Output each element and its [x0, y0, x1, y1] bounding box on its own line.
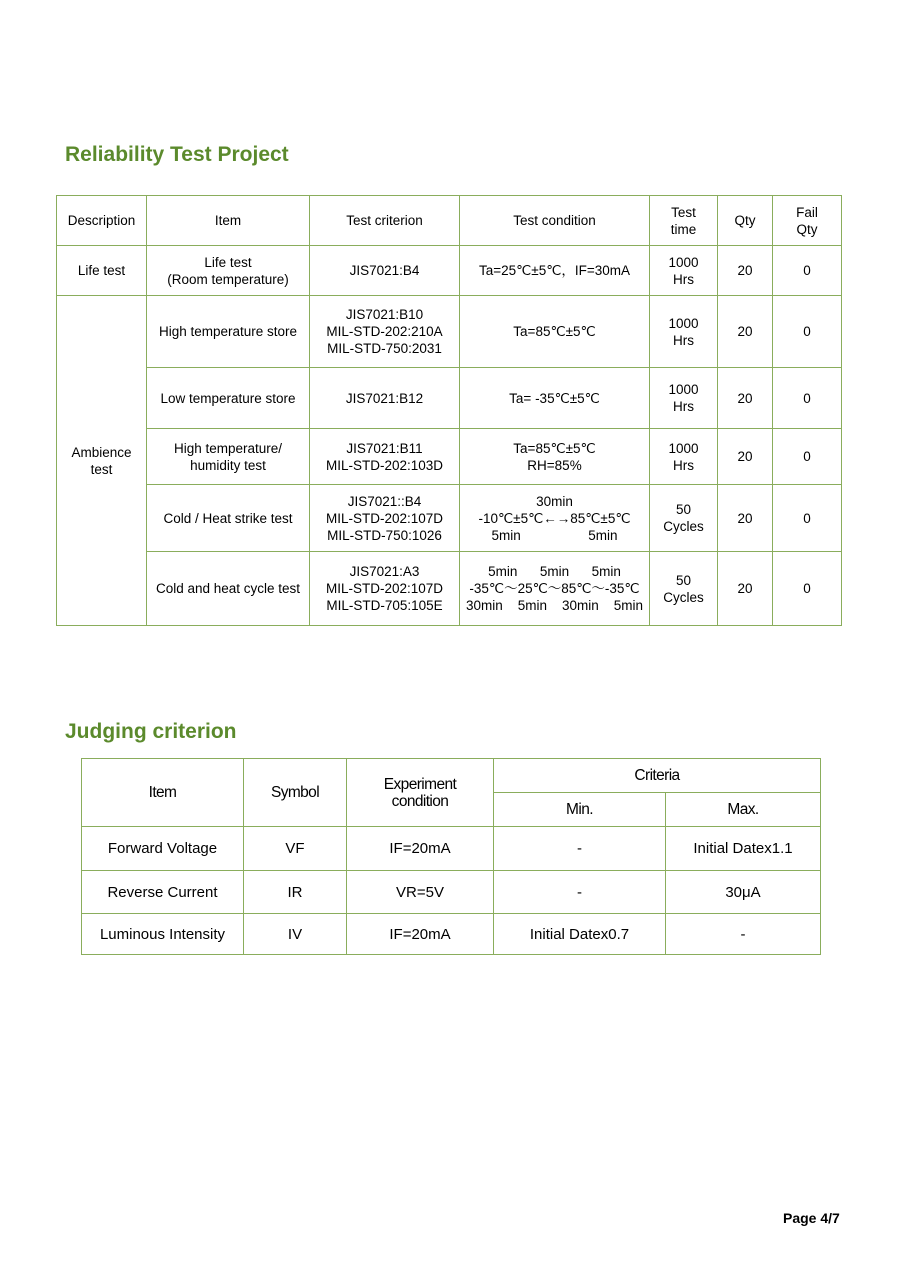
cell-item: Low temperature store	[147, 368, 310, 429]
cell-condition: VR=5V	[347, 871, 494, 914]
cell-item: Luminous Intensity	[82, 914, 244, 955]
cell-max: 30μA	[666, 871, 821, 914]
cell-criterion: JIS7021:B11 MIL-STD-202:103D	[310, 429, 460, 485]
cell-fail: 0	[773, 368, 842, 429]
cell-fail: 0	[773, 429, 842, 485]
table-row	[57, 485, 842, 552]
cell-condition: 30min -10℃±5℃←→85℃±5℃ 5min 5min	[460, 485, 650, 552]
table-row	[57, 246, 842, 296]
cell-fail: 0	[773, 246, 842, 296]
table-row	[57, 429, 842, 485]
header-item: Item	[82, 759, 244, 827]
header-symbol: Symbol	[244, 759, 347, 827]
judging-title: Judging criterion	[65, 720, 237, 743]
table-row	[57, 296, 842, 368]
table-row	[82, 827, 821, 871]
table-row	[57, 368, 842, 429]
cell-condition: Ta=85℃±5℃	[460, 296, 650, 368]
cell-symbol: VF	[244, 827, 347, 871]
cell-item: Forward Voltage	[82, 827, 244, 871]
cell-fail: 0	[773, 485, 842, 552]
cell-time: 1000 Hrs	[650, 429, 718, 485]
cell-time: 50 Cycles	[650, 485, 718, 552]
cell-item: Cold / Heat strike test	[147, 485, 310, 552]
cell-time: 1000 Hrs	[650, 368, 718, 429]
cell-item: Reverse Current	[82, 871, 244, 914]
cell-condition: IF=20mA	[347, 827, 494, 871]
cell-description: Ambience test	[57, 296, 147, 626]
cell-time: 50 Cycles	[650, 552, 718, 626]
cell-max: Initial Datex1.1	[666, 827, 821, 871]
judging-table	[81, 758, 821, 955]
table-row	[57, 552, 842, 626]
page-number: Page 4/7	[783, 1210, 840, 1226]
cell-item: High temperature store	[147, 296, 310, 368]
cell-qty: 20	[718, 552, 773, 626]
cell-condition: Ta=25℃±5℃，IF=30mA	[460, 246, 650, 296]
table-row	[82, 914, 821, 955]
cell-symbol: IV	[244, 914, 347, 955]
header-condition: Experiment condition	[347, 759, 494, 827]
header-time: Test time	[650, 196, 718, 246]
cell-fail: 0	[773, 296, 842, 368]
header-description: Description	[57, 196, 147, 246]
cell-condition: Ta=85℃±5℃ RH=85%	[460, 429, 650, 485]
header-fail: Fail Qty	[773, 196, 842, 246]
cell-min: -	[494, 871, 666, 914]
cell-min: Initial Datex0.7	[494, 914, 666, 955]
cell-qty: 20	[718, 485, 773, 552]
cell-condition: IF=20mA	[347, 914, 494, 955]
cell-item: High temperature/ humidity test	[147, 429, 310, 485]
header-min: Min.	[494, 793, 666, 827]
table-header-row	[82, 759, 821, 793]
table-row	[82, 871, 821, 914]
cell-symbol: IR	[244, 871, 347, 914]
cell-min: -	[494, 827, 666, 871]
cell-criterion: JIS7021:A3 MIL-STD-202:107D MIL-STD-705:105E	[310, 552, 460, 626]
table-header-row	[57, 196, 842, 246]
cell-time: 1000 Hrs	[650, 296, 718, 368]
cell-condition: 5min 5min 5min -35℃～25℃～85℃～-35℃ 30min 5min 30min 5min	[460, 552, 650, 626]
header-max: Max.	[666, 793, 821, 827]
cell-criterion: JIS7021:B12	[310, 368, 460, 429]
cell-fail: 0	[773, 552, 842, 626]
cell-max: -	[666, 914, 821, 955]
cell-qty: 20	[718, 246, 773, 296]
cell-qty: 20	[718, 429, 773, 485]
header-condition: Test condition	[460, 196, 650, 246]
cell-item: Cold and heat cycle test	[147, 552, 310, 626]
cell-criterion: JIS7021:B4	[310, 246, 460, 296]
cell-time: 1000 Hrs	[650, 246, 718, 296]
header-criterion: Test criterion	[310, 196, 460, 246]
cell-qty: 20	[718, 296, 773, 368]
cell-qty: 20	[718, 368, 773, 429]
header-criteria: Criteria	[494, 759, 821, 793]
cell-criterion: JIS7021:B10 MIL-STD-202:210A MIL-STD-750:2031	[310, 296, 460, 368]
cell-item: Life test (Room temperature)	[147, 246, 310, 296]
reliability-title: Reliability Test Project	[65, 143, 289, 166]
cell-condition: Ta= -35℃±5℃	[460, 368, 650, 429]
cell-description: Life test	[57, 246, 147, 296]
header-item: Item	[147, 196, 310, 246]
reliability-table	[56, 195, 842, 626]
cell-criterion: JIS7021::B4 MIL-STD-202:107D MIL-STD-750:1026	[310, 485, 460, 552]
header-qty: Qty	[718, 196, 773, 246]
